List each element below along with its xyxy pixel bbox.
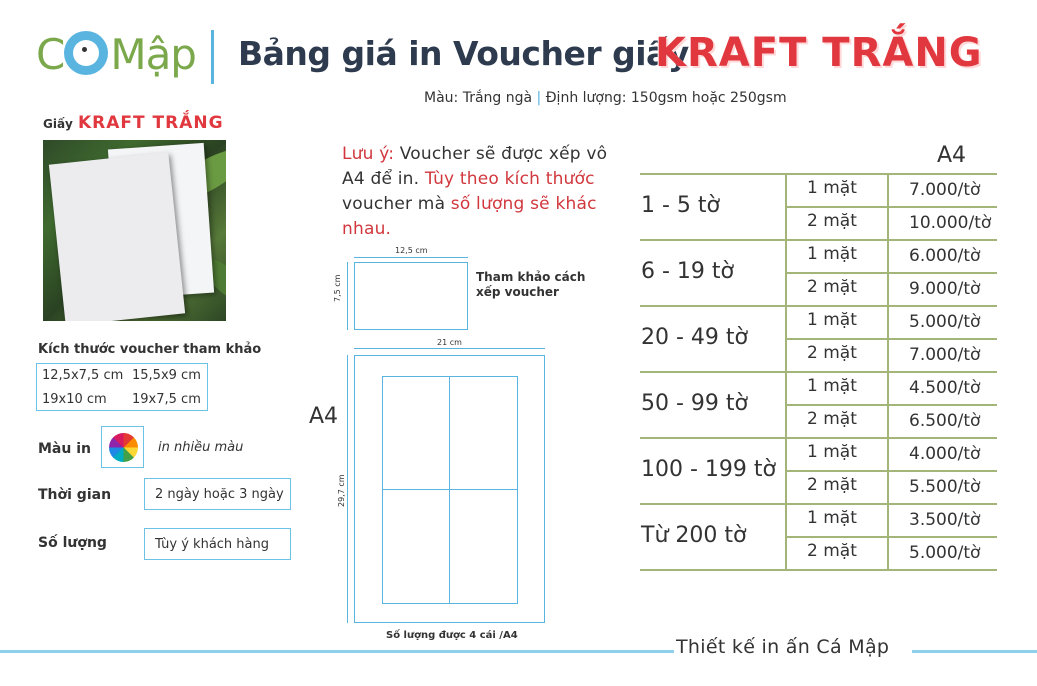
footer-text: Thiết kế in ấn Cá Mập: [676, 636, 890, 658]
price-two-side: 5.500/tờ: [909, 477, 981, 497]
one-side-label: 1 mặt: [807, 244, 857, 264]
row-group-border: [640, 569, 997, 571]
two-side-label: 2 mặt: [807, 475, 857, 495]
price-one-side: 7.000/tờ: [909, 180, 981, 200]
reference-line-1: Tham khảo cách: [476, 270, 586, 284]
paper-sheet-front: [49, 152, 185, 321]
price-one-side: 3.500/tờ: [909, 510, 981, 530]
color-wheel-icon: [109, 433, 138, 462]
row-half-border: [786, 404, 997, 406]
size-item: 19x7,5 cm: [132, 392, 201, 407]
logo-c: C: [36, 30, 65, 79]
spec-separator: |: [536, 90, 542, 106]
voucher-width-label: 12,5 cm: [395, 246, 428, 255]
sizes-title: Kích thước voucher tham khảo: [38, 342, 262, 357]
time-value: 2 ngày hoặc 3 ngày: [144, 478, 291, 510]
row-half-border: [786, 536, 997, 538]
one-side-label: 1 mặt: [807, 178, 857, 198]
qty-label: Số lượng: [38, 535, 107, 551]
voucher-slot-4: [449, 489, 518, 604]
qty-range: 6 - 19 tờ: [641, 259, 734, 284]
print-color-label: Màu in: [38, 441, 91, 457]
price-two-side: 6.500/tờ: [909, 411, 981, 431]
size-item: 19x10 cm: [42, 392, 107, 407]
price-two-side: 7.000/tờ: [909, 345, 981, 365]
reference-text: [476, 270, 585, 300]
size-item: 12,5x7,5 cm: [42, 368, 124, 383]
row-half-border: [786, 338, 997, 340]
row-group-border: [640, 371, 997, 373]
two-side-label: 2 mặt: [807, 211, 857, 231]
time-label: Thời gian: [38, 487, 112, 503]
price-table-title: A4: [937, 143, 967, 168]
two-side-label: 2 mặt: [807, 343, 857, 363]
page-title: Bảng giá in Voucher giấy: [238, 34, 689, 73]
a4-width-label: 21 cm: [437, 338, 462, 347]
price-two-side: 5.000/tờ: [909, 543, 981, 563]
header-divider: [211, 30, 214, 84]
voucher-slot-1: [382, 376, 450, 490]
row-group-border: [640, 503, 997, 505]
sheet-count: Số lượng được 4 cái /A4: [386, 630, 518, 641]
voucher-slot-2: [449, 376, 518, 490]
price-two-side: 9.000/tờ: [909, 279, 981, 299]
row-half-border: [786, 272, 997, 274]
paper-prefix: Giấy: [43, 117, 73, 131]
reference-line-2: xếp voucher: [476, 285, 559, 299]
footer-line-left: [0, 650, 674, 653]
paper-name: KRAFT TRẮNG: [77, 113, 224, 133]
a4-label: A4: [309, 404, 339, 429]
row-half-border: [786, 470, 997, 472]
qty-range: Từ 200 tờ: [641, 523, 747, 548]
size-item: 15,5x9 cm: [132, 368, 201, 383]
a4-width-line: [354, 348, 545, 349]
two-side-label: 2 mặt: [807, 277, 857, 297]
page-title-highlight: KRAFT TRẮNG: [655, 30, 983, 76]
note-highlight-2: số lượng sẽ khác nhau.: [342, 194, 597, 239]
one-side-label: 1 mặt: [807, 442, 857, 462]
price-two-side: 10.000/tờ: [909, 213, 992, 233]
table-column-divider-2: [887, 174, 889, 570]
color-box: [101, 426, 144, 468]
table-column-divider-1: [785, 174, 787, 570]
price-one-side: 5.000/tờ: [909, 312, 981, 332]
note-text-1: Voucher sẽ được xếp vô A4 để in.: [342, 144, 608, 189]
note-highlight-1: Tùy theo kích thước: [424, 169, 595, 189]
one-side-label: 1 mặt: [807, 508, 857, 528]
qty-range: 100 - 199 tờ: [641, 457, 776, 482]
paper-specs: [424, 90, 787, 106]
row-group-border: [640, 239, 997, 241]
voucher-height-line: [347, 262, 348, 330]
price-one-side: 4.500/tờ: [909, 378, 981, 398]
price-one-side: 6.000/tờ: [909, 246, 981, 266]
qty-range: 20 - 49 tờ: [641, 325, 748, 350]
one-side-label: 1 mặt: [807, 310, 857, 330]
voucher-slot-3: [382, 489, 450, 604]
color-spec: Màu: Trắng ngà: [424, 90, 533, 106]
footer-line-right: [912, 650, 1037, 653]
price-one-side: 4.000/tờ: [909, 444, 981, 464]
paper-label: [43, 113, 224, 133]
note-prefix: Lưu ý:: [342, 144, 395, 164]
voucher-shape: [354, 262, 468, 330]
qty-range: 50 - 99 tờ: [641, 391, 748, 416]
weight-spec: Định lượng: 150gsm hoặc 250gsm: [545, 90, 787, 106]
print-color-value: in nhiều màu: [158, 440, 244, 455]
voucher-height-label: 7,5 cm: [333, 274, 342, 302]
brand-logo: [36, 30, 196, 79]
a4-height-line: [347, 355, 348, 623]
two-side-label: 2 mặt: [807, 541, 857, 561]
fish-logo-icon: [64, 31, 108, 75]
qty-range: 1 - 5 tờ: [641, 193, 720, 218]
row-group-border: [640, 305, 997, 307]
layout-note: [342, 142, 612, 242]
a4-height-label: 29,7 cm: [337, 474, 346, 507]
logo-map: Mập: [110, 30, 196, 79]
paper-photo: [43, 140, 226, 321]
qty-value: Tùy ý khách hàng: [144, 528, 291, 560]
sizes-box: [36, 363, 208, 411]
two-side-label: 2 mặt: [807, 409, 857, 429]
table-top-border: [640, 173, 997, 175]
note-text-2: voucher mà: [342, 194, 451, 214]
voucher-width-line: [354, 257, 468, 258]
row-half-border: [786, 206, 997, 208]
row-group-border: [640, 437, 997, 439]
one-side-label: 1 mặt: [807, 376, 857, 396]
